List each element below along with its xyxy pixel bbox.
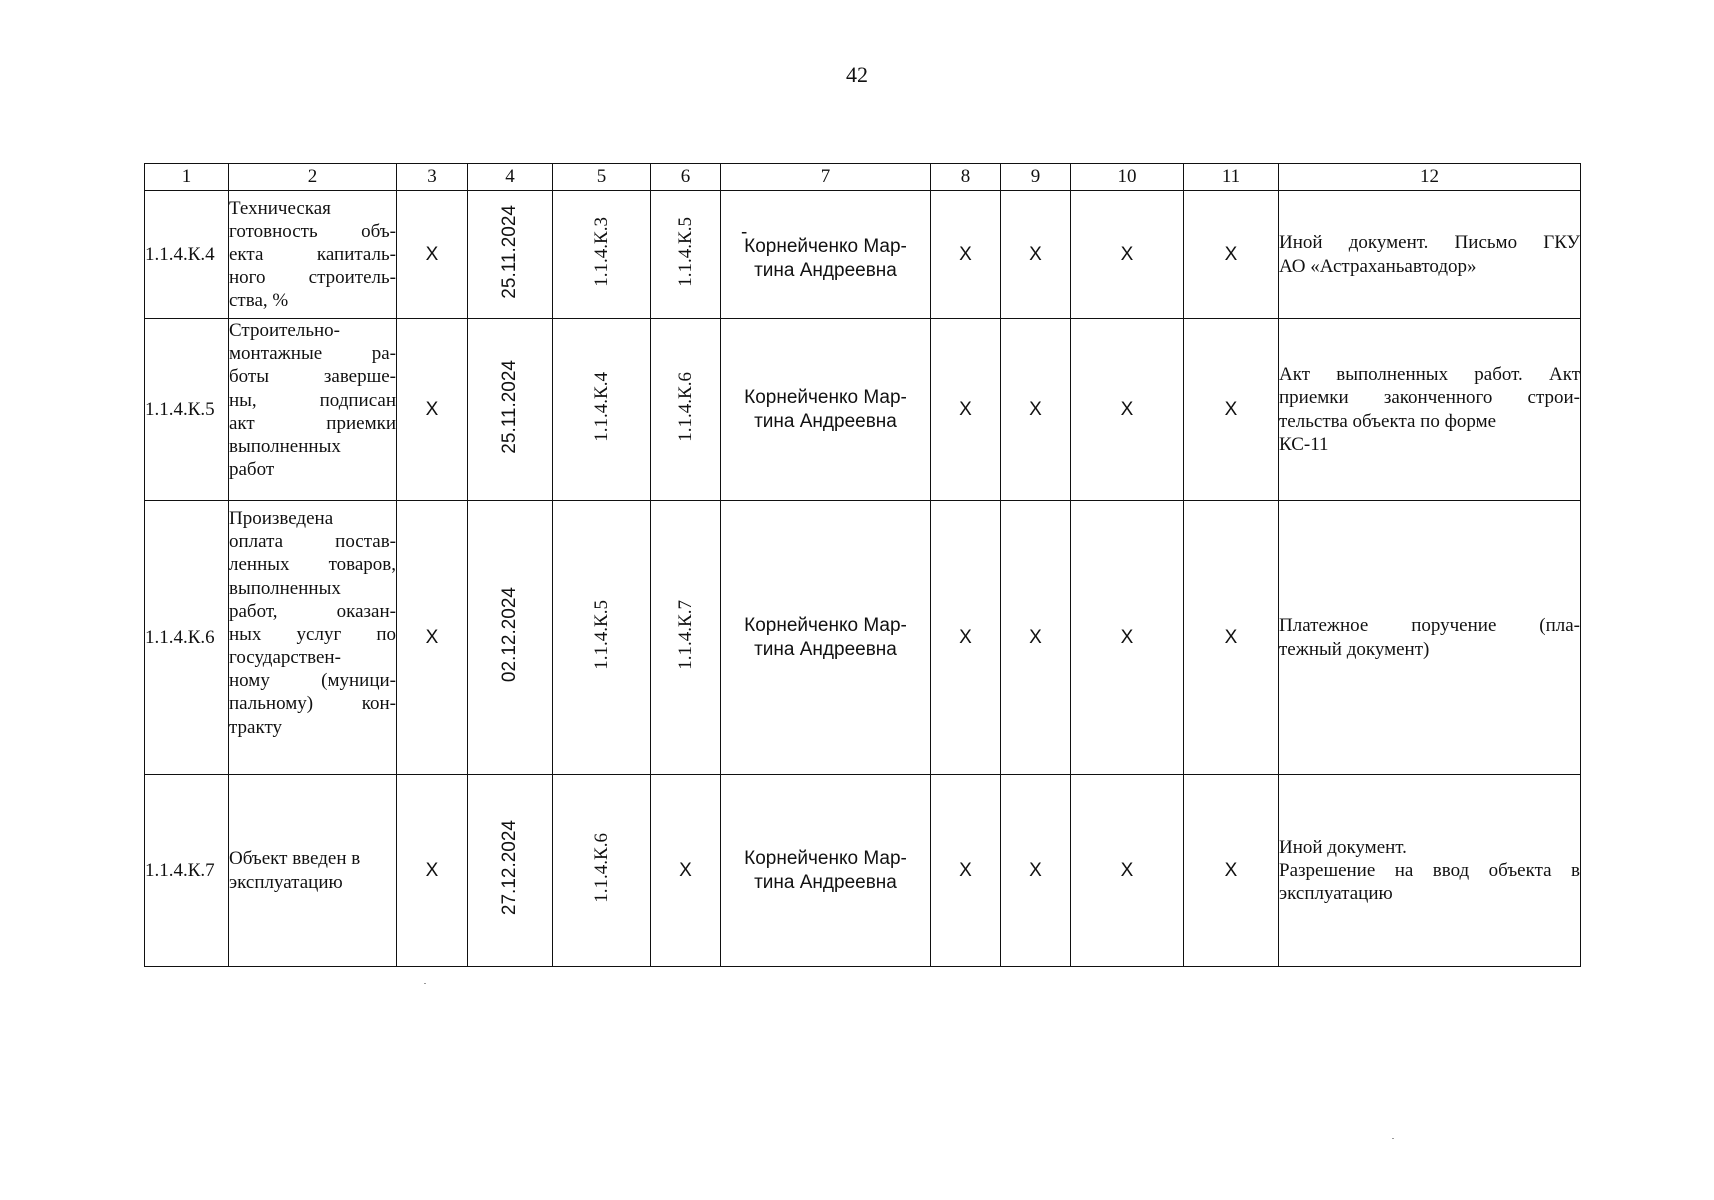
- date-value: 25.11.2024: [499, 359, 521, 454]
- responsible-name: тина Андреевна: [754, 638, 897, 660]
- col3-value: X: [397, 191, 468, 319]
- responsible-cell: [721, 775, 931, 967]
- column-header: 4: [468, 164, 553, 191]
- document-cell: Иной документ. Письмо ГКУ АО «Астраханьавтодор»: [1279, 191, 1581, 319]
- column-header: 6: [651, 164, 721, 191]
- responsible-name: Корнейченко Мар-: [744, 236, 907, 258]
- col8-value: X: [931, 319, 1001, 501]
- next-code: X: [651, 775, 721, 967]
- scan-speck: [1392, 1138, 1394, 1139]
- date-cell: [468, 501, 553, 775]
- row-code: 1.1.4.К.6: [145, 501, 229, 775]
- date-cell: [468, 191, 553, 319]
- responsible-cell: [721, 191, 931, 319]
- document-cell: Платежное поручение (пла- тежный документ): [1279, 501, 1581, 775]
- col11-value: X: [1184, 775, 1279, 967]
- row-code: 1.1.4.К.7: [145, 775, 229, 967]
- responsible-mark: -: [741, 222, 748, 244]
- prev-cell: [553, 501, 651, 775]
- column-header: 11: [1184, 164, 1279, 191]
- header-row: [145, 164, 1581, 191]
- responsible-cell: [721, 501, 931, 775]
- responsible-name: Корнейченко Мар-: [744, 387, 907, 409]
- col9-value: X: [1001, 191, 1071, 319]
- responsible-name: Корнейченко Мар-: [744, 615, 907, 637]
- responsible-name: тина Андреевна: [754, 871, 897, 893]
- responsible-cell: [721, 319, 931, 501]
- column-header: 10: [1071, 164, 1184, 191]
- next-cell: [651, 191, 721, 319]
- col3-value: X: [397, 319, 468, 501]
- col3-value: X: [397, 501, 468, 775]
- prev-code: 1.1.4.К.5: [590, 599, 612, 670]
- col10-value: X: [1071, 775, 1184, 967]
- col11-value: X: [1184, 319, 1279, 501]
- scan-speck: [424, 983, 426, 984]
- col9-value: X: [1001, 775, 1071, 967]
- col8-value: X: [931, 501, 1001, 775]
- date-value: 25.11.2024: [499, 204, 521, 299]
- col3-value: X: [397, 775, 468, 967]
- date-value: 27.12.2024: [499, 819, 521, 915]
- date-value: 02.12.2024: [499, 586, 521, 682]
- next-code: 1.1.4.К.6: [674, 371, 696, 442]
- prev-code: 1.1.4.К.3: [590, 216, 612, 287]
- col8-value: X: [931, 191, 1001, 319]
- column-header: 2: [229, 164, 397, 191]
- row-name: Строительно- монтажные ра- боты заверше- ны, подписан акт приемки выполненных работ: [229, 319, 397, 501]
- prev-code: 1.1.4.К.6: [590, 832, 612, 903]
- col10-value: X: [1071, 319, 1184, 501]
- row-code: 1.1.4.К.4: [145, 191, 229, 319]
- document-cell: Акт выполненных работ. Акт приемки законченного строи- тельства объекта по форме КС-11: [1279, 319, 1581, 501]
- responsible-name: тина Андреевна: [754, 259, 897, 281]
- col11-value: X: [1184, 191, 1279, 319]
- row-code: 1.1.4.К.5: [145, 319, 229, 501]
- next-code: 1.1.4.К.5: [674, 216, 696, 287]
- column-header: 5: [553, 164, 651, 191]
- col10-value: X: [1071, 191, 1184, 319]
- next-cell: [651, 501, 721, 775]
- table-row: [145, 775, 1581, 967]
- table-row: [145, 319, 1581, 501]
- row-name: Произведена оплата постав- ленных товаров, выполненных работ, оказан- ных услуг по государствен- ному (муници- пальному) кон- тракту: [229, 501, 397, 775]
- control-points-table: [144, 163, 1581, 967]
- page-number: 42: [846, 62, 868, 87]
- column-header: 1: [145, 164, 229, 191]
- prev-cell: [553, 775, 651, 967]
- prev-code: 1.1.4.К.4: [590, 371, 612, 442]
- prev-cell: [553, 191, 651, 319]
- responsible-name: тина Андреевна: [754, 410, 897, 432]
- col9-value: X: [1001, 501, 1071, 775]
- column-header: 3: [397, 164, 468, 191]
- column-header: 7: [721, 164, 931, 191]
- col8-value: X: [931, 775, 1001, 967]
- col11-value: X: [1184, 501, 1279, 775]
- col10-value: X: [1071, 501, 1184, 775]
- next-cell: [651, 319, 721, 501]
- column-header: 12: [1279, 164, 1581, 191]
- col9-value: X: [1001, 319, 1071, 501]
- column-header: 8: [931, 164, 1001, 191]
- table-row: [145, 191, 1581, 319]
- row-name: Техническая готовность объ- екта капиталь- ного строитель- ства, %: [229, 191, 397, 319]
- next-code: 1.1.4.К.7: [674, 599, 696, 670]
- date-cell: [468, 775, 553, 967]
- responsible-name: Корнейченко Мар-: [744, 848, 907, 870]
- column-header: 9: [1001, 164, 1071, 191]
- document-cell: Иной документ. Разрешение на ввод объекта в эксплуатацию: [1279, 775, 1581, 967]
- date-cell: [468, 319, 553, 501]
- table-row: [145, 501, 1581, 775]
- row-name: Объект введен в эксплуатацию: [229, 775, 397, 967]
- prev-cell: [553, 319, 651, 501]
